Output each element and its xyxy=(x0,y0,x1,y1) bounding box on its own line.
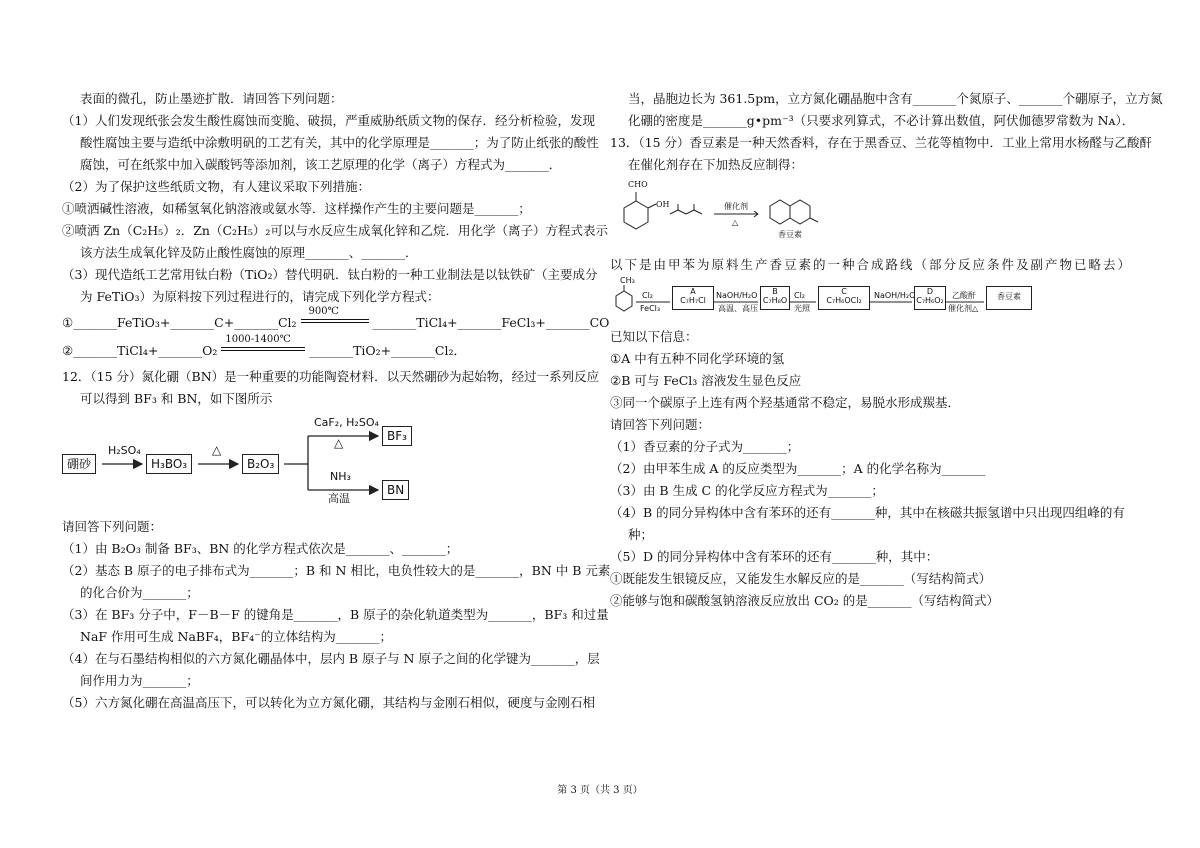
text-line: 请回答下列问题： xyxy=(610,417,711,432)
cho-label: CHO xyxy=(628,180,648,189)
text-line: 种； xyxy=(628,527,654,542)
text-line: （5）D 的同分异构体中含有苯环的还有_______种，其中： xyxy=(610,549,939,564)
product-label: 香豆素 xyxy=(778,230,802,239)
heat-symbol: △ xyxy=(334,436,344,450)
oh-label: OH xyxy=(656,200,670,209)
text-line: （3）由 B 生成 C 的化学反应方程式为_______； xyxy=(610,483,884,498)
text-line: （2）为了保护这些纸质文物，有人建议采取下列措施： xyxy=(62,179,370,194)
text-line: 的化合价为_______； xyxy=(80,585,199,600)
q13-heading: 13．（15 分）香豆素是一种天然香料，存在于黑香豆、兰花等植物中．工业上常用水杨醛与乙酸酐 xyxy=(610,135,1153,150)
catalyst-label: 催化剂 xyxy=(724,202,748,211)
box-bn: BN xyxy=(382,480,409,500)
box-d xyxy=(914,286,946,310)
reagent-nh3: NH₃ xyxy=(330,470,351,483)
text-line: 为 FeTiO₃）为原料按下列过程进行的，请完成下列化学方程式： xyxy=(80,289,440,304)
condition-arrow xyxy=(301,306,369,327)
text-line: 可以得到 BF₃ 和 BN，如下图所示 xyxy=(80,391,273,406)
step1-reagent: Cl₂ xyxy=(642,291,654,300)
text-line: 腐蚀，可在纸浆中加入碳酸钙等添加剂，该工艺原理的化学（离子）方程式为_______． xyxy=(80,157,562,172)
text-line: 请回答下列问题： xyxy=(62,519,163,534)
text-line: （3）现代造纸工艺常用钛白粉（TiO₂）替代明矾．钛白粉的一种工业制法是以钛铁矿（主要成分 xyxy=(62,267,598,282)
text-line: 化硼的密度是_______g•pm⁻³（只要求列算式，不必计算出数值，阿伏伽德罗常数为 Nᴀ）． xyxy=(628,113,1135,128)
box-h3bo3: H₃BO₃ xyxy=(146,454,192,474)
equals-line xyxy=(301,319,369,323)
box-a-formula: C₇H₇Cl xyxy=(680,296,706,305)
box-b2o3: B₂O₃ xyxy=(242,454,279,474)
text-line: （2）基态 B 原子的电子排布式为_______；B 和 N 相比，电负性较大的是_______，BN 中 B 元素 xyxy=(62,563,611,578)
page-footer: 第 3 页（共 3 页） xyxy=(557,785,643,796)
heat-symbol: △ xyxy=(212,443,222,457)
step5-reagent: 乙酸酐 xyxy=(952,291,976,300)
box-bf3: BF₃ xyxy=(382,426,412,446)
step3-condition: 光照 xyxy=(794,304,810,313)
box-c-label: C xyxy=(841,287,847,296)
box-d-formula: C₇H₆O₂ xyxy=(916,296,944,305)
text-line: 表面的微孔，防止墨迹扩散．请回答下列问题： xyxy=(80,91,343,106)
step3-reagent: Cl₂ xyxy=(794,291,806,300)
text-line: ②能够与饱和碳酸氢钠溶液反应放出 CO₂ 的是_______（写结构简式） xyxy=(610,593,1000,608)
reagent-h2so4: H₂SO₄ xyxy=(108,444,141,457)
box-b-label: B xyxy=(772,287,778,296)
text-line: 间作用力为_______； xyxy=(80,673,199,688)
condition-arrow xyxy=(221,334,305,355)
box-c xyxy=(818,286,870,310)
equation-2-left: ②_______TiCl₄+_______O₂ xyxy=(62,343,218,358)
text-line: （5）六方氮化硼在高温高压下，可以转化为立方氮化硼，其结构与金刚石相似，硬度与金刚石相 xyxy=(62,695,595,710)
equation-2-right: _______TiO₂+_______Cl₂． xyxy=(309,343,466,358)
box-coumarin-label: 香豆素 xyxy=(997,292,1021,301)
q12-heading: 12．（15 分）氮化硼（BN）是一种重要的功能陶瓷材料．以天然硼砂为起始物，经过一系列反应 xyxy=(62,369,600,384)
step2-condition: 高温、高压 xyxy=(718,304,758,313)
step1-catalyst: FeCl₃ xyxy=(640,304,661,313)
text-line: ②喷洒 Zn（C₂H₅）₂．Zn（C₂H₅）₂可以与水反应生成氧化锌和乙烷．用化学（离子）方程式表示 xyxy=(62,223,608,238)
condition-text: 900℃ xyxy=(308,306,339,317)
equation-1 xyxy=(62,306,610,334)
coumarin-reaction xyxy=(610,180,1140,246)
bn-flow-diagram xyxy=(62,416,592,512)
text-line: （1）香豆素的分子式为_______； xyxy=(610,439,800,454)
text-line: （1）由 B₂O₃ 制备 BF₃、BN 的化学方程式依次是_______、_______； xyxy=(62,541,459,556)
equals-line xyxy=(221,347,305,351)
step2-reagent: NaOH/H₂O xyxy=(716,291,758,300)
box-b xyxy=(760,286,790,310)
box-a-label: A xyxy=(690,287,696,296)
text-line: 以下是由甲苯为原料生产香豆素的一种合成路线（部分反应条件及副产物已略去） xyxy=(610,257,1133,272)
text-line: （2）由甲苯生成 A 的反应类型为_______；A 的化学名称为_______ xyxy=(610,461,986,476)
box-a xyxy=(672,286,714,310)
box-borax: 硼砂 xyxy=(62,454,96,474)
ch3-label: CH₃ xyxy=(620,276,635,285)
text-line: 当，晶胞边长为 361.5pm，立方氮化硼晶胞中含有_______个氮原子、_______个硼原子，立方氮 xyxy=(628,91,1163,106)
equation-1-left: ①_______FeTiO₃+_______C+_______Cl₂ xyxy=(62,315,297,330)
right-column xyxy=(610,88,1163,612)
text-line: （1）人们发现纸张会发生酸性腐蚀而变脆、破损，严重威胁纸质文物的保存．经分析检验，发现 xyxy=(62,113,595,128)
equation-2 xyxy=(62,334,592,362)
text-line: ①既能发生银镜反应，又能发生水解反应的是_______（写结构简式） xyxy=(610,571,992,586)
text-line: 已知以下信息： xyxy=(610,329,698,344)
condition-text: 1000-1400℃ xyxy=(225,334,291,345)
text-line: ①喷洒碱性溶液，如稀氢氧化钠溶液或氨水等．这样操作产生的主要问题是_______； xyxy=(62,201,531,216)
left-column xyxy=(62,88,611,714)
text-line: （4）在与石墨结构相似的六方氮化硼晶体中，层内 B 原子与 N 原子之间的化学键为_______，层 xyxy=(62,651,600,666)
step4-reagent: NaOH/H₂O xyxy=(874,291,916,300)
reaction-structures xyxy=(610,180,870,246)
box-b-formula: C₇H₈O xyxy=(762,296,788,305)
step5-condition: 催化剂△ xyxy=(948,304,979,313)
text-line: 该方法生成氧化锌及防止酸性腐蚀的原理_______、_______． xyxy=(80,245,418,260)
text-line: ①A 中有五种不同化学环境的氢 xyxy=(610,351,785,366)
box-coumarin xyxy=(986,286,1032,310)
text-line: （3）在 BF₃ 分子中，F－B－F 的键角是_______，B 原子的杂化轨道类型为_______，BF₃ 和过量 xyxy=(62,607,609,622)
reagent-caf2: CaF₂, H₂SO₄ xyxy=(314,416,379,429)
box-c-formula: C₇H₆OCl₂ xyxy=(826,296,862,305)
condition-high-temp: 高温 xyxy=(328,492,350,505)
text-line: ②B 可与 FeCl₃ 溶液发生显色反应 xyxy=(610,373,802,388)
equation-1-right: _______TiCl₄+_______FeCl₃+_______CO xyxy=(372,315,610,330)
synthesis-route xyxy=(610,276,1140,320)
text-line: 酸性腐蚀主要与造纸中涂敷明矾的工艺有关，其中的化学原理是_______；为了防止纸张的酸性 xyxy=(80,135,599,150)
text-line: NaF 作用可生成 NaBF₄，BF₄⁻的立体结构为_______； xyxy=(80,629,392,644)
text-line: ③同一个碳原子上连有两个羟基通常不稳定，易脱水形成羰基． xyxy=(610,395,961,410)
text-line: 在催化剂存在下加热反应制得： xyxy=(628,157,804,172)
box-d-label: D xyxy=(926,287,934,296)
text-line: （4）B 的同分异构体中含有苯环的还有_______种，其中在核磁共振氢谱中只出现四组峰的有 xyxy=(610,505,1125,520)
heat-label: △ xyxy=(732,218,739,227)
